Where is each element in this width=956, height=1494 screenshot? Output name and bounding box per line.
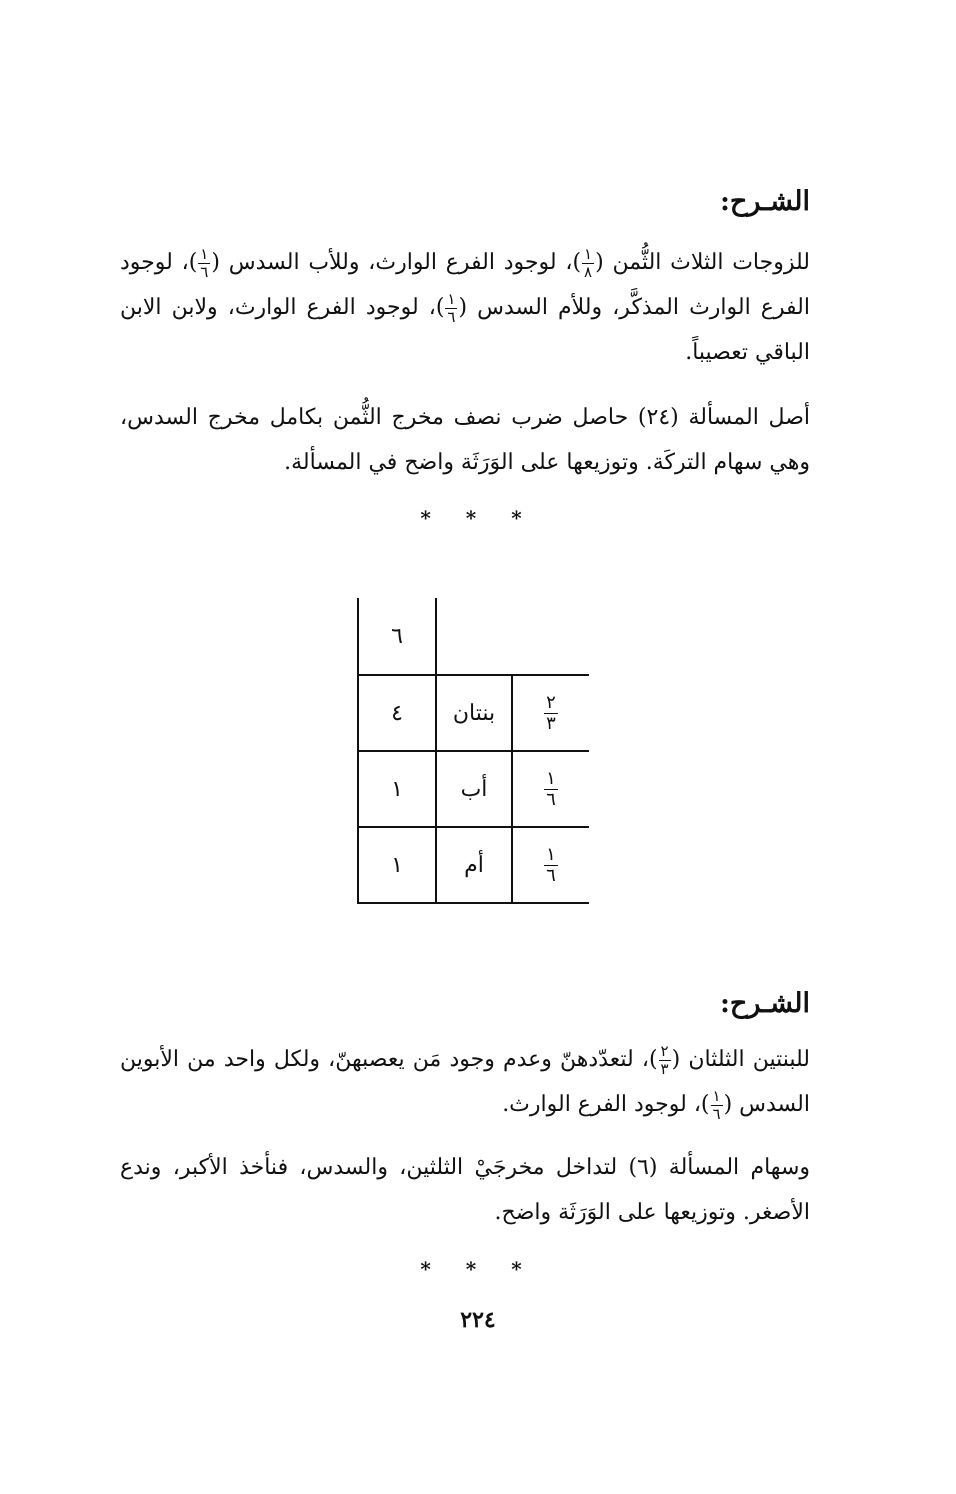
fraction [445, 289, 457, 326]
paragraph-text: )، لوجود الفرع الوارث. [502, 1092, 710, 1117]
section-separator: * * * [420, 506, 536, 530]
section-heading: الشـرح: [719, 186, 810, 217]
fraction-denominator: ٣ [660, 1059, 669, 1078]
paragraph-text: )، لتعدّدهنّ وعدم وجود مَن يعصبهنّ، ولكل واحد من الأبوين السدس ( [120, 1047, 810, 1117]
fraction [198, 244, 210, 281]
table-share-cell [513, 828, 589, 902]
paragraph: أصل المسألة (٢٤) حاصل ضرب نصف مخرج الثُّمن بكامل مخرج السدس، وهي سهام التركَة. وتوزيعها على الوَرَثَة واضح في المسألة. [120, 405, 810, 475]
fraction-numerator: ١ [447, 289, 456, 308]
paragraph-text: )، لوجود الفرع الوارث المذكَّر، وللأم السدس ( [120, 250, 810, 320]
fraction-denominator: ٣ [546, 712, 556, 734]
table-portion-cell: ١ [391, 852, 403, 878]
fraction-denominator: ٦ [200, 262, 209, 281]
fraction-numerator: ٢ [660, 1041, 669, 1060]
fraction [582, 244, 594, 281]
fraction-numerator: ١ [584, 244, 593, 263]
fraction-numerator: ٢ [546, 691, 556, 713]
paragraph-text: )، لوجود الفرع الوارث، وللأب السدس ( [211, 250, 582, 275]
fraction [544, 767, 558, 810]
page-number: ٢٢٤ [460, 1307, 496, 1333]
paragraph [120, 1037, 810, 1127]
fraction-numerator: ١ [546, 843, 556, 865]
table-heir-cell: أم [464, 852, 484, 878]
paragraph: وسهام المسألة (٦) لتداخل مخرجَيْ الثلثين، والسدس، فنأخذ الأكبر، وندع الأصغر. وتوزيعها على الوَرَثَة واضح. [120, 1155, 811, 1225]
fraction-denominator: ٦ [546, 864, 556, 886]
table-line [357, 902, 589, 904]
paragraph-text: للزوجات الثلاث الثُّمن ( [595, 250, 810, 275]
fraction-numerator: ١ [200, 244, 209, 263]
section-separator: * * * [420, 1257, 536, 1281]
fraction [544, 843, 558, 886]
fraction-denominator: ٦ [447, 307, 456, 326]
table-heir-cell: أب [460, 776, 488, 802]
table-heir-cell: بنتان [452, 700, 496, 726]
table-portion-cell: ١ [391, 776, 403, 802]
section-heading: الشـرح: [719, 988, 810, 1019]
inheritance-table [357, 598, 589, 904]
paragraph-text: )، لوجود الفرع الوارث، ولابن الابن الباقي تعصيباً. [120, 295, 810, 365]
fraction [711, 1086, 723, 1123]
fraction-denominator: ٨ [584, 262, 593, 281]
table-share-cell [513, 676, 589, 750]
fraction [659, 1041, 671, 1078]
fraction-denominator: ٦ [546, 788, 556, 810]
table-portion-cell: ٤ [391, 700, 403, 726]
fraction-denominator: ٦ [712, 1104, 721, 1123]
fraction [544, 691, 558, 734]
table-total-cell: ٦ [391, 623, 403, 649]
table-share-cell [513, 752, 589, 826]
fraction-numerator: ١ [712, 1086, 721, 1105]
paragraph [120, 240, 810, 375]
paragraph-text: للبنتين الثلثان ( [671, 1047, 810, 1072]
fraction-numerator: ١ [546, 767, 556, 789]
